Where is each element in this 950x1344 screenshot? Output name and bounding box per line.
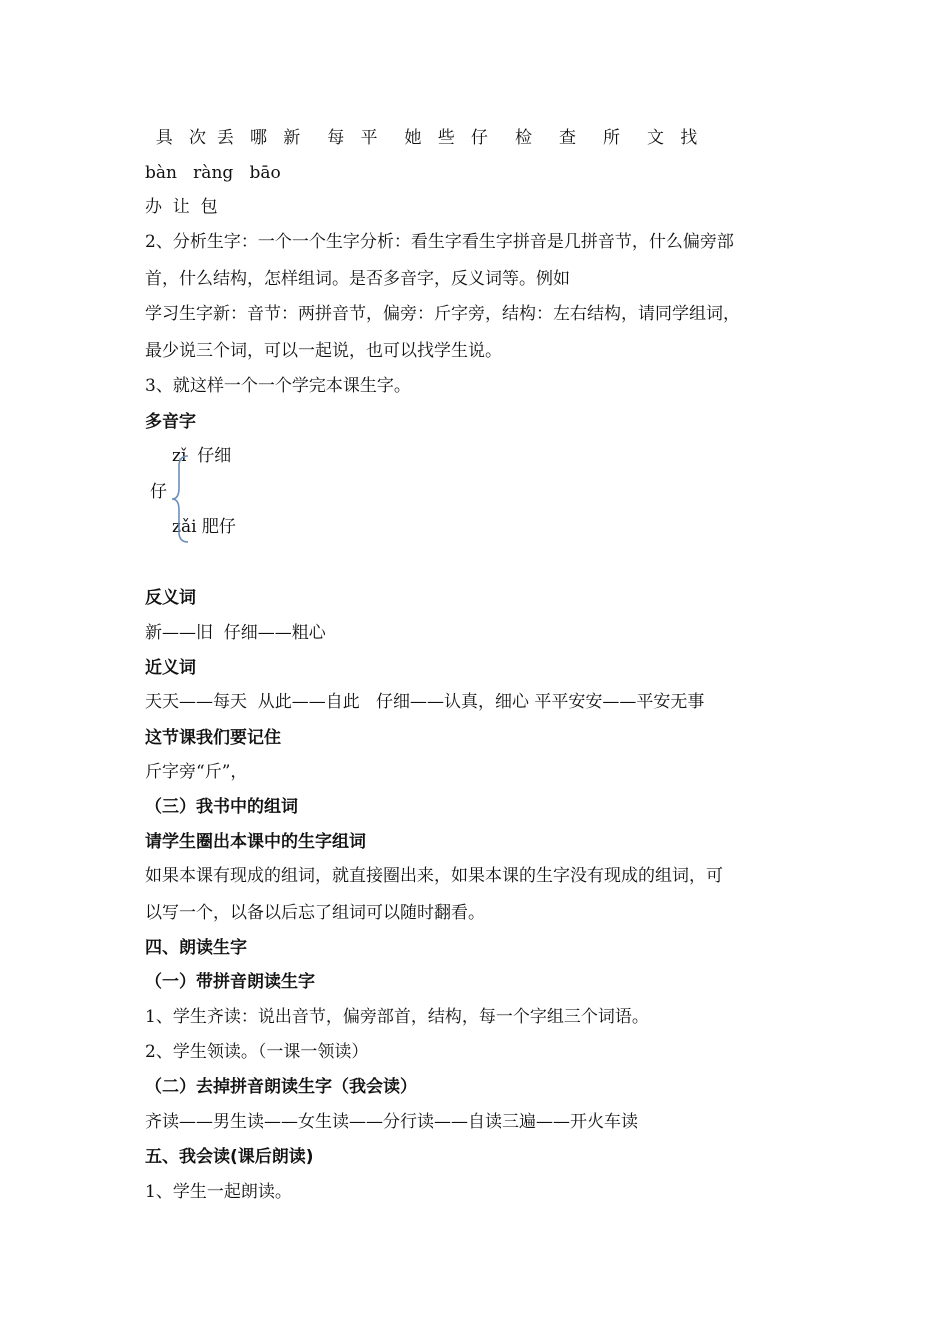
example-line1: 学习生字新：音节：两拼音节，偏旁：斤字旁，结构：左右结构，请同学组词， <box>145 304 740 324</box>
polyphone-heading: 多音字 <box>145 412 196 432</box>
circle-line2: 以写一个，以备以后忘了组词可以随时翻看。 <box>145 903 485 923</box>
section3-heading: （三）我书中的组词 <box>145 797 298 817</box>
polyphone-reading-2: zǎi 肥仔 <box>172 517 236 537</box>
part4-heading: 四、朗读生字 <box>145 938 247 958</box>
part5-item1: 1、学生一起朗读。 <box>145 1182 292 1202</box>
curly-brace-icon <box>168 454 192 544</box>
remember-line: 斤字旁“斤”， <box>145 762 248 782</box>
character-list: 具 次 丢 哪 新 每 平 她 些 仔 检 查 所 文 找 <box>145 128 698 148</box>
part4-sub2: （二）去掉拼音朗读生字（我会读） <box>145 1077 417 1097</box>
example-line2: 最少说三个词，可以一起说，也可以找学生说。 <box>145 341 502 361</box>
antonym-heading: 反义词 <box>145 588 196 608</box>
part4-item1: 1、学生齐读：说出音节，偏旁部首，结构，每一个字组三个词语。 <box>145 1007 649 1027</box>
circle-line1: 如果本课有现成的组词，就直接圈出来，如果本课的生字没有现成的组词，可 <box>145 866 723 886</box>
antonym-line: 新——旧 仔细——粗心 <box>145 623 326 643</box>
step3-line: 3、就这样一个一个学完本课生字。 <box>145 376 411 396</box>
circle-heading: 请学生圈出本课中的生字组词 <box>145 832 366 852</box>
pinyin-line: bàn ràng bāo <box>145 163 281 183</box>
part5-heading: 五、我会读(课后朗读) <box>145 1147 314 1167</box>
character-line: 办 让 包 <box>145 197 218 217</box>
part4-sub1: （一）带拼音朗读生字 <box>145 972 315 992</box>
synonym-line: 天天——每天 从此——自此 仔细——认真，细心 平平安安——平安无事 <box>145 692 705 712</box>
part4-line: 齐读——男生读——女生读——分行读——自读三遍——开火车读 <box>145 1112 638 1132</box>
step2-line1: 2、分析生字：一个一个生字分析：看生字看生字拼音是几拼音节，什么偏旁部 <box>145 232 734 252</box>
remember-heading: 这节课我们要记住 <box>145 728 281 748</box>
polyphone-reading-1: zǐ 仔细 <box>172 446 232 466</box>
step2-line2: 首，什么结构，怎样组词。是否多音字，反义词等。例如 <box>145 269 570 289</box>
polyphone-character: 仔 <box>150 482 167 502</box>
part4-item2: 2、学生领读。（一课一领读） <box>145 1042 369 1062</box>
synonym-heading: 近义词 <box>145 658 196 678</box>
